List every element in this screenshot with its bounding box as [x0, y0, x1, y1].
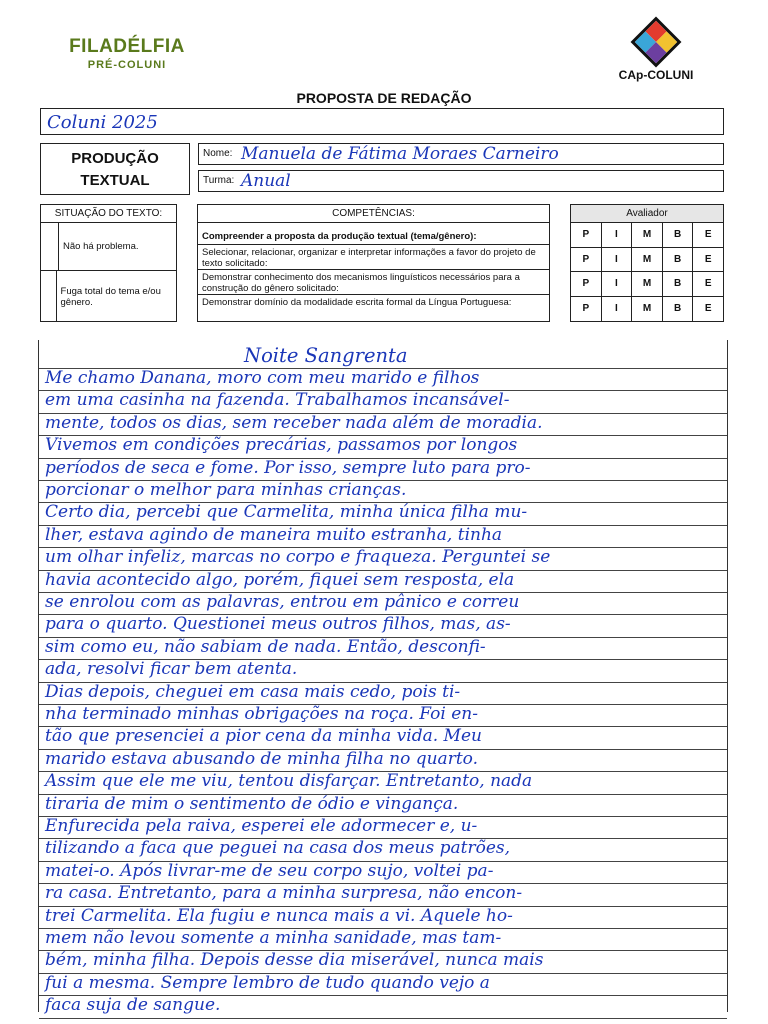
- essay-line: Assim que ele me viu, tentou disfarçar. Entretanto, nada: [45, 771, 533, 792]
- turma-value: Anual: [241, 171, 291, 191]
- essay-sheet: [38, 340, 728, 1016]
- page-title: PROPOSTA DE REDAÇÃO: [296, 90, 472, 106]
- avaliador-header: Avaliador: [571, 205, 723, 223]
- name-value: Manuela de Fátima Moraes Carneiro: [241, 144, 559, 164]
- situacao-header: SITUAÇÃO DO TEXTO:: [41, 205, 176, 223]
- grade-option[interactable]: M: [632, 223, 663, 247]
- grade-option[interactable]: I: [602, 272, 633, 296]
- competencia-row: Compreender a proposta da produção textual (tema/gênero):: [198, 223, 549, 245]
- essay-line: Vivemos em condições precárias, passamos por longos: [45, 435, 518, 456]
- grade-row: [571, 272, 723, 297]
- competencia-row: Selecionar, relacionar, organizar e interpretar informações a favor do projeto de texto solicitado:: [198, 245, 549, 270]
- cap-coluni-logo: [596, 24, 716, 82]
- competencia-row: Demonstrar domínio da modalidade escrita formal da Língua Portuguesa:: [202, 297, 512, 308]
- essay-line: faca suja de sangue.: [45, 995, 221, 1016]
- grade-option[interactable]: E: [704, 253, 712, 265]
- grade-option[interactable]: I: [602, 297, 633, 322]
- situacao-row: [41, 270, 176, 322]
- essay-line: ra casa. Entretanto, para a minha surpresa, não encon-: [45, 883, 523, 904]
- situacao-checkbox[interactable]: [41, 223, 59, 270]
- essay-line: em uma casinha na fazenda. Trabalhamos incansável-: [45, 390, 510, 411]
- essay-line: tão que presenciei a pior cena da minha vida. Meu: [45, 726, 482, 747]
- essay-line: ada, resolvi ficar bem atenta.: [45, 659, 298, 680]
- essay-line: bém, minha filha. Depois desse dia miserável, nunca mais: [45, 950, 544, 971]
- competencia-row: Demonstrar conhecimento dos mecanismos linguísticos necessários para a construção do gênero solicitado:: [198, 270, 549, 295]
- essay-line: mem não levou somente a minha sanidade, mas tam-: [45, 928, 502, 948]
- grade-option[interactable]: B: [663, 223, 694, 247]
- essay-line: Dias depois, cheguei em casa mais cedo, pois ti-: [45, 681, 461, 702]
- competencias-header: COMPETÊNCIAS:: [198, 205, 549, 223]
- essay-line: lher, estava agindo de maneira muito estranha, tinha: [45, 524, 503, 545]
- situacao-option: Não há problema.: [63, 241, 139, 252]
- essay-line: porcionar o melhor para minhas crianças.: [45, 480, 407, 500]
- logo-left-sub: PRÉ-COLUNI: [87, 59, 167, 71]
- essay-line: marido estava abusando de minha filha no quarto.: [45, 748, 478, 769]
- essay-line: havia acontecido algo, porém, fiquei sem resposta, ela: [45, 569, 515, 590]
- competencias-table: [197, 204, 550, 322]
- avaliador-table: [570, 204, 724, 322]
- grade-option[interactable]: B: [663, 248, 694, 272]
- logo-left-main: FILADÉLFIA: [69, 36, 185, 57]
- essay-title: Noite Sangrenta: [244, 344, 408, 367]
- grade-row: [571, 223, 723, 248]
- top-line-field[interactable]: [40, 108, 724, 135]
- grade-option[interactable]: P: [571, 223, 602, 247]
- situacao-row: [41, 223, 176, 270]
- grade-option[interactable]: P: [571, 272, 602, 296]
- coluni-diamond-icon: [631, 17, 682, 68]
- essay-line: mente, todos os dias, sem receber nada além de moradia.: [45, 412, 543, 433]
- essay-line: tilizando a faca que peguei na casa dos meus patrões,: [45, 838, 511, 859]
- grade-row: [571, 297, 723, 322]
- grade-option[interactable]: E: [704, 302, 712, 314]
- situacao-option: Fuga total do tema e/ou gênero.: [60, 285, 161, 308]
- essay-line: nha terminado minhas obrigações na roça. Foi en-: [45, 704, 478, 724]
- essay-line: se enrolou com as palavras, entrou em pânico e correu: [45, 592, 520, 612]
- essay-line: Certo dia, percebi que Carmelita, minha única filha mu-: [45, 502, 528, 523]
- essay-line: para o quarto. Questionei meus outros filhos, mas, as-: [45, 614, 511, 635]
- name-field[interactable]: [198, 143, 724, 165]
- essay-line: matei-o. Após livrar-me de seu corpo sujo, voltei pa-: [45, 860, 494, 881]
- grade-option[interactable]: B: [663, 297, 694, 322]
- essay-line: períodos de seca e fome. Por isso, sempre luto para pro-: [45, 457, 531, 478]
- essay-line: Me chamo Danana, moro com meu marido e filhos: [45, 368, 480, 388]
- essay-line: Enfurecida pela raiva, esperei ele adormecer e, u-: [45, 816, 478, 836]
- producao-textual-label: PRODUÇÃO TEXTUAL: [40, 143, 190, 195]
- grade-option[interactable]: E: [704, 229, 712, 240]
- grade-option[interactable]: M: [632, 272, 663, 296]
- name-label: Nome:: [203, 148, 233, 159]
- grade-option[interactable]: E: [704, 278, 712, 289]
- essay-line: fui a mesma. Sempre lembro de tudo quando vejo a: [45, 972, 490, 993]
- essay-line: sim como eu, não sabiam de nada. Então, desconfi-: [45, 636, 486, 657]
- situacao-checkbox[interactable]: [41, 271, 57, 322]
- top-line-text: Coluni 2025: [47, 112, 158, 133]
- situacao-table: [40, 204, 177, 322]
- logo-right-name: CAp-COLUNI: [618, 68, 694, 82]
- grade-option[interactable]: B: [663, 272, 694, 296]
- turma-label: Turma:: [203, 175, 235, 186]
- grade-row: [571, 248, 723, 273]
- essay-line: tiraria de mim o sentimento de ódio e vingança.: [45, 793, 459, 814]
- grade-option[interactable]: M: [632, 297, 663, 322]
- grade-option[interactable]: I: [602, 248, 633, 272]
- essay-line: trei Carmelita. Ela fugiu e nunca mais a vi. Aquele ho-: [45, 905, 513, 926]
- essay-line: um olhar infeliz, marcas no corpo e fraqueza. Perguntei se: [45, 547, 551, 568]
- turma-field[interactable]: [198, 170, 724, 192]
- grade-option[interactable]: P: [571, 248, 602, 272]
- grade-option[interactable]: I: [602, 223, 633, 247]
- filadelfia-logo: [52, 36, 202, 71]
- grade-option[interactable]: M: [632, 248, 663, 272]
- grade-option[interactable]: P: [571, 297, 602, 322]
- ruled-line: [39, 1018, 727, 1019]
